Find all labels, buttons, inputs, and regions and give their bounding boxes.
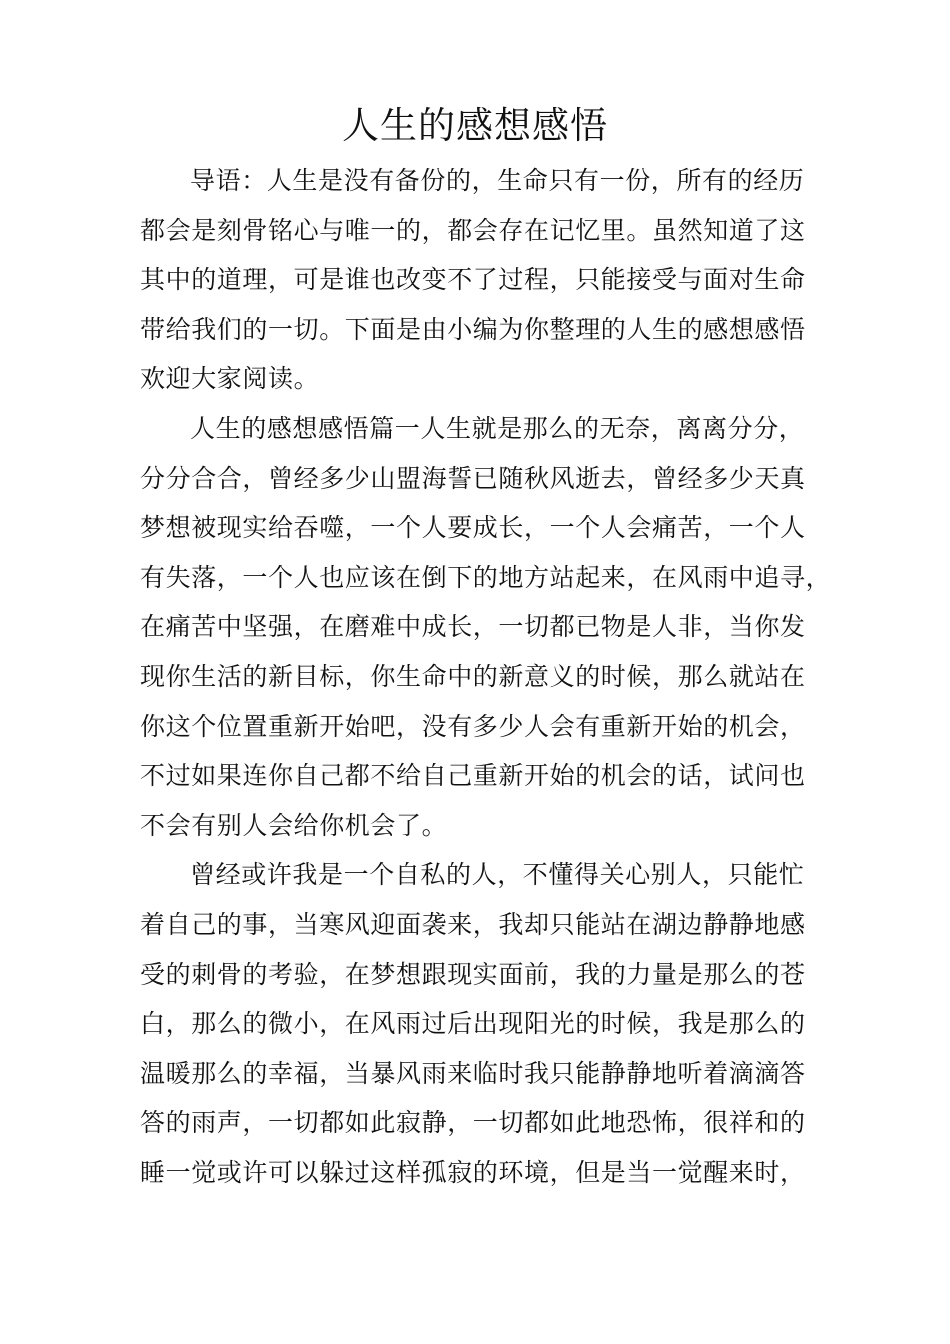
paragraph-line: 分分合合，曾经多少山盟海誓已随秋风逝去，曾经多少天真 <box>140 463 806 493</box>
document-title: 人生的感想感悟 <box>342 104 608 147</box>
paragraph-line: 欢迎大家阅读。 <box>140 364 320 394</box>
paragraph-line: 着自己的事，当寒风迎面袭来，我却只能站在湖边静静地感 <box>140 909 806 939</box>
paragraph-line: 在痛苦中坚强，在磨难中成长，一切都已物是人非，当你发 <box>140 612 806 642</box>
paragraph-line: 睡一觉或许可以躲过这样孤寂的环境，但是当一觉醒来时， <box>140 1157 806 1187</box>
paragraph-line: 都会是刻骨铭心与唯一的，都会存在记忆里。虽然知道了这 <box>140 215 806 245</box>
paragraph-line: 不过如果连你自己都不给自己重新开始的机会的话，试问也 <box>140 761 806 791</box>
paragraph-line: 受的刺骨的考验，在梦想跟现实面前，我的力量是那么的苍 <box>140 959 806 989</box>
paragraph-line: 答的雨声，一切都如此寂静，一切都如此地恐怖，很祥和的 <box>140 1108 806 1138</box>
paragraph-line: 梦想被现实给吞噬，一个人要成长，一个人会痛苦，一个人 <box>140 513 806 543</box>
paragraph-line: 有失落，一个人也应该在倒下的地方站起来，在风雨中追寻， <box>140 562 832 592</box>
paragraph-line: 其中的道理，可是谁也改变不了过程，只能接受与面对生命 <box>140 265 806 295</box>
paragraph-line: 带给我们的一切。下面是由小编为你整理的人生的感想感悟 <box>140 314 806 344</box>
paragraph-line: 温暖那么的幸福，当暴风雨来临时我只能静静地听着滴滴答 <box>140 1058 806 1088</box>
paragraph-line: 现你生活的新目标，你生命中的新意义的时候，那么就站在 <box>140 661 806 691</box>
paragraph-line: 曾经或许我是一个自私的人，不懂得关心别人，只能忙 <box>190 860 805 890</box>
paragraph-line: 你这个位置重新开始吧，没有多少人会有重新开始的机会， <box>140 711 806 741</box>
paragraph-line: 导语：人生是没有备份的，生命只有一份，所有的经历 <box>190 166 805 195</box>
paragraph-line: 人生的感想感悟篇一人生就是那么的无奈，离离分分， <box>190 413 805 443</box>
paragraph-line: 白，那么的微小，在风雨过后出现阳光的时候，我是那么的 <box>140 1009 806 1039</box>
document-body <box>140 156 832 1197</box>
paragraph-line: 不会有别人会给你机会了。 <box>140 810 448 840</box>
